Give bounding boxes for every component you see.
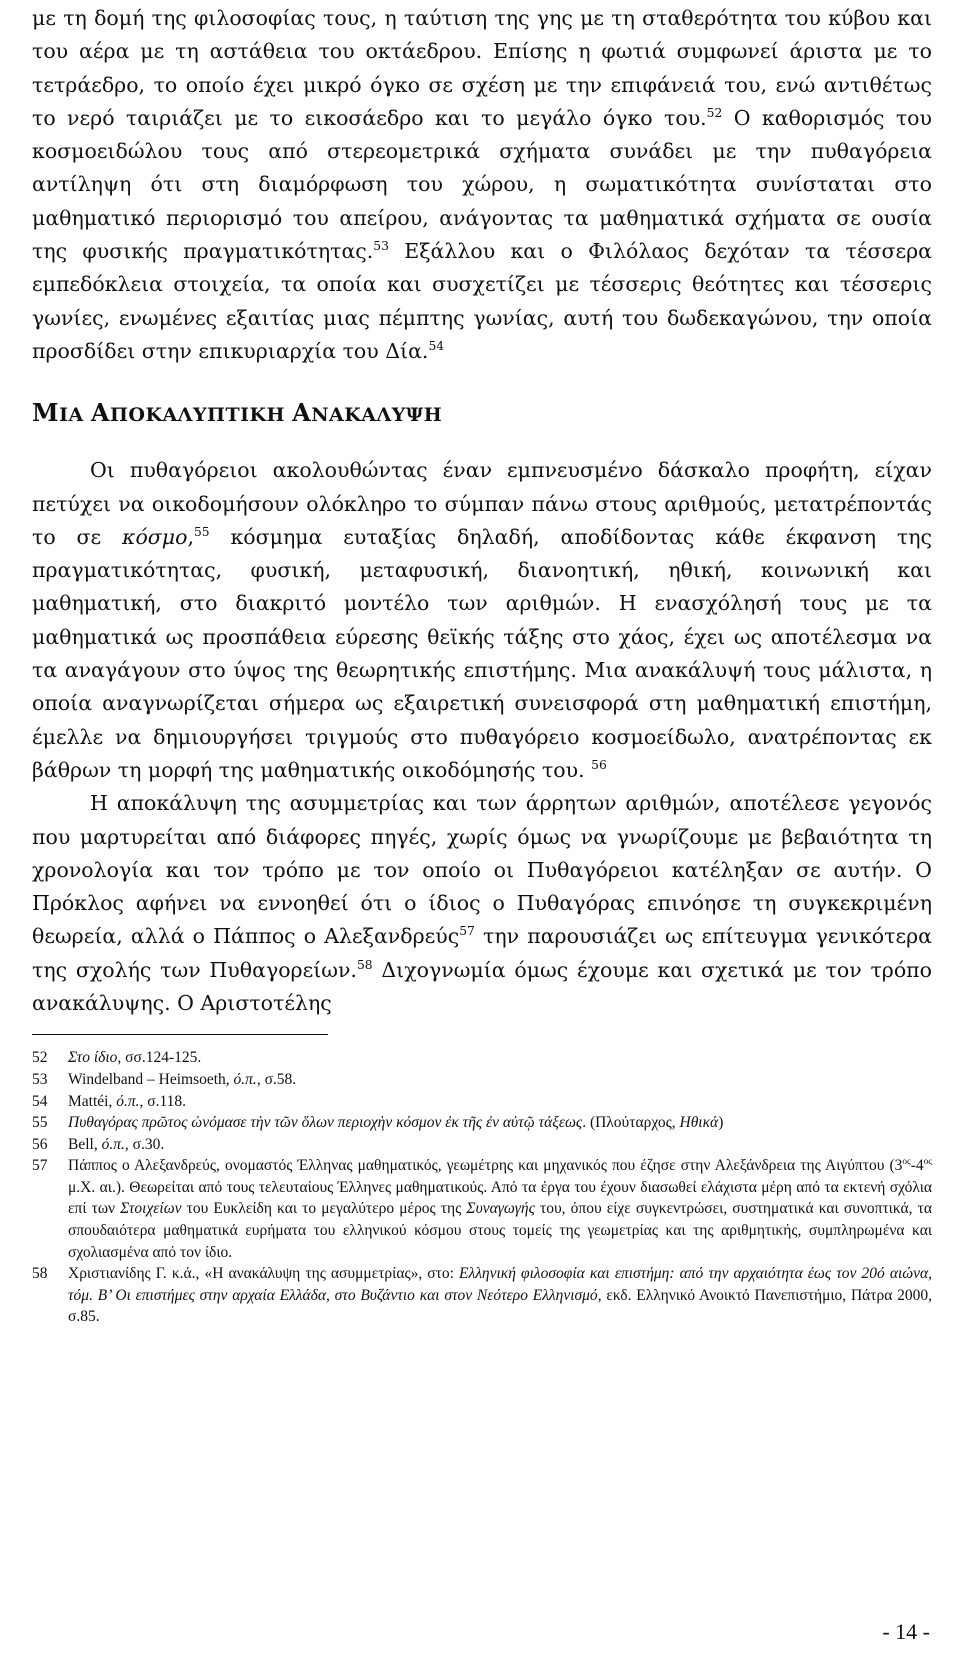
paragraph-text: ,	[187, 524, 194, 549]
paragraph-text: Η αποκάλυψη της ασυμμετρίας και των άρρητων αριθμών, αποτέλεσε γεγονός που μαρτυρείται από διάφορες πηγές, χωρίς όμως να γνωρίζουμε με βεβαιότητα τη χρονολογία και τον τρόπο με τον οποίο οι Πυθαγόρειοι κατέληξαν σε αυτήν. Ο Πρόκλος αφήνει να εννοηθεί ότι ο ίδιος ο Πυθαγόρας επινόησε τη συγκεκριμένη θεωρεία, αλλά ο Πάππος ο Αλεξανδρεύς	[32, 791, 932, 949]
footnote-ref-53[interactable]: 53	[373, 239, 389, 254]
italic-term: κόσμο	[122, 524, 188, 549]
paragraph-1	[32, 2, 932, 368]
footnote-italic: Ηθικά	[679, 1114, 719, 1132]
footnote-text	[68, 1069, 932, 1091]
footnote-ref-54[interactable]: 54	[428, 338, 445, 353]
footnote-text	[68, 1091, 932, 1113]
footnote-ref-57[interactable]: 57	[459, 924, 475, 939]
footnote-run: Χριστιανίδης Γ. κ.ά., «Η ανακάλυψη της ασυμμετρίας», στο:	[68, 1265, 460, 1283]
footnote-run: )	[718, 1114, 724, 1132]
heading-cap: Α	[292, 398, 312, 428]
footnote-number: 55	[32, 1114, 48, 1132]
footnote-number: 56	[32, 1135, 48, 1153]
footnote-run: του Ευκλείδη και το μεγαλύτερο μέρος της	[181, 1200, 467, 1218]
footnote-text	[68, 1263, 932, 1328]
paragraph-2	[32, 454, 932, 787]
footnote-italic: Στοιχείων	[120, 1200, 182, 1218]
footnote-run: Mattéi,	[68, 1092, 117, 1110]
heading-rest: ΠΟΚΑΛΥΠΤΙΚΗ	[109, 404, 293, 427]
paragraph-text: κόσμημα ευταξίας δηλαδή, αποδίδοντας κάθε έκφανση της πραγματικότητας, φυσική, μεταφυσική, διανοητική, ηθική, κοινωνική και μαθηματική, στο διακριτό μοντέλο των αριθμών. Η ενασχόλησή τους με τα μαθηματικά ως προσπάθεια εύρεσης θεϊκής τάξης στο χάος, έχει ως αποτέλεσμα να τα αναγάγουν στο ύψος της θεωρητικής επιστήμης. Μια ανακάλυψή τους μάλιστα, η οποία αναγνωρίζεται σήμερα ως εξαιρετική συνεισφορά στη μαθηματική επιστήμη, έμελλε να δημιουργήσει τριγμούς στο πυθαγόρειο κοσμοείδωλο, ανατρέποντας εκ βάθρων τη μορφή της μαθηματικής οικοδόμησής του.	[32, 524, 932, 782]
paragraph-text: Οι πυθαγόρειοι ακολουθώντας έναν εμπνευσμένο δάσκαλο προφήτη, είχαν πετύχει να οικοδομήσουν ολόκληρο το σύμπαν πάνω στους αριθμούς, μετατρέποντάς το σε	[32, 458, 932, 549]
footnote-italic: ό.π.	[233, 1070, 257, 1088]
ordinal-suffix: ος	[902, 1157, 911, 1168]
footnote-text	[68, 1112, 932, 1134]
footnote-run: Bell,	[68, 1135, 102, 1153]
footnote-text	[68, 1047, 932, 1069]
page-number: - 14 -	[882, 1619, 930, 1644]
footnote-number: 53	[32, 1070, 48, 1088]
footnote-54	[32, 1091, 932, 1113]
footnote-divider	[32, 1034, 328, 1035]
footnote-number: 57	[32, 1157, 48, 1175]
footnote-text	[68, 1155, 932, 1263]
footnote-italic: ό.π.	[101, 1135, 125, 1153]
footnote-run: . (Πλούταρχος,	[582, 1114, 680, 1132]
footnote-52	[32, 1047, 932, 1069]
paragraph-text: με τη δομή της φιλοσοφίας τους, η ταύτιση της γης με τη σταθερότητα του κύβου και του αέρα με τη αστάθεια του οκτάεδρου. Επίσης η φωτιά συμφωνεί άριστα με το τετράεδρο, το οποίο έχει μικρό όγκο σε σχέση με την επιφάνειά του, ενώ αντιθέτως το νερό ταιριάζει με το εικοσάεδρο και το μεγάλο όγκο του.	[32, 6, 932, 130]
heading-rest: ΙΑ	[59, 404, 91, 427]
footnote-number: 54	[32, 1092, 48, 1110]
footnote-run: , σ.118.	[139, 1092, 187, 1110]
footnote-italic: Ελληνική φιλοσοφία και επιστήμη: από την αρχαιότητα έως τον 20ό αιώνα, τόμ. Β’ Οι επιστήμες στην αρχαία Ελλάδα, στο Βυζάντιο και στον Νεότερο Ελληνισμό	[68, 1265, 932, 1304]
footnote-run: -4	[910, 1157, 924, 1175]
footnote-run: , εκδ. Ελληνικό Ανοικτό Πανεπιστήμιο, Πάτρα 2000, σ.85.	[68, 1286, 932, 1326]
paragraph-text: την παρουσιάζει ως επίτευγμα γενικότερα της σχολής των Πυθαγορείων.	[32, 924, 932, 982]
footnote-run: , σ.58.	[256, 1070, 297, 1088]
footnote-run: του, όπου είχε συγκεντρώσει, συστηματικά και συνοπτικά, τα σπουδαιότερα μαθηματικά ευρήματα του ελληνικού κόσμου στους τομείς της γεωμετρίας και της αριθμητικής, συμπληρωμένα και σχολιασμένα από τον ίδιο.	[68, 1200, 932, 1261]
heading-cap: Α	[90, 398, 110, 428]
footnote-ref-52[interactable]: 52	[706, 105, 723, 120]
paragraph-text: Ο καθορισμός του κοσμοειδώλου τους από στερεομετρικά σχήματα συνάδει με την πυθαγόρεια αντίληψη ότι στη διαμόρφωση του χώρου, η σωματικότητα συνίσταται στο μαθηματικό περιορισμό του απείρου, ανάγοντας τα μαθηματικά σχήματα σε ουσία της φυσικής πραγματικότητας.	[32, 105, 932, 264]
footnote-ref-58[interactable]: 58	[356, 957, 373, 972]
footnote-italic: Συναγωγής	[466, 1200, 535, 1218]
footnote-run: Windelband – Heimsoeth,	[68, 1070, 234, 1088]
footnote-57	[32, 1155, 932, 1263]
ordinal-suffix: ος	[923, 1157, 932, 1168]
footnote-53	[32, 1069, 932, 1091]
footnote-run: , σ.30.	[124, 1135, 165, 1153]
footnote-number: 58	[32, 1265, 48, 1283]
footnote-italic: Πυθαγόρας πρῶτος ὠνόμασε τὴν τῶν ὅλων περιοχὴν κόσμον ἐκ τῆς ἐν αὐτῷ τάξεως	[68, 1114, 583, 1132]
footnote-italic: ό.π.	[116, 1092, 140, 1110]
section-heading	[32, 398, 932, 430]
footnote-56	[32, 1134, 932, 1156]
footnote-run: Πάππος ο Αλεξανδρεύς, ονομαστός Έλληνας μαθηματικός, γεωμέτρης και μηχανικός που έζησε στην Αλεξάνδρεια της Αιγύπτου (3	[68, 1157, 903, 1175]
footnote-58	[32, 1263, 932, 1328]
paragraph-3	[32, 787, 932, 1020]
document-page	[32, 0, 932, 1328]
footnote-55	[32, 1112, 932, 1134]
footnote-run: , σσ.124-125.	[117, 1049, 202, 1067]
paragraph-text: Εξάλλου και ο Φιλόλαος δεχόταν τα τέσσερα εμπεδόκλεια στοιχεία, τα οποία και συσχετίζει με τέσσερις θεότητες και τέσσερις γωνίες, ενωμένες εξαιτίας μιας πέμπτης γωνίας, αυτή του δωδεκαγώνου, την οποία προσδίδει στην επικυριαρχία του Δία.	[32, 239, 932, 363]
footnotes	[32, 1047, 932, 1328]
footnote-italic: Στο ίδιο	[68, 1049, 118, 1067]
footnote-text	[68, 1134, 932, 1156]
paragraph-text: Διχογνωμία όμως έχουμε και σχετικά με τον τρόπο ανακάλυψης. Ο Αριστοτέλης	[32, 957, 932, 1016]
footnote-number: 52	[32, 1049, 48, 1067]
footnote-ref-56[interactable]: 56	[591, 757, 607, 772]
heading-cap: Μ	[32, 398, 60, 428]
footnote-ref-55[interactable]: 55	[193, 524, 210, 539]
heading-rest: ΝΑΚΑΛΥΨΗ	[311, 404, 443, 427]
footnote-run: μ.Χ. αι.). Θεωρείται από τους τελευταίους Έλληνες μαθηματικούς. Από τα έργα του έχουν διασωθεί ελάχιστα μέρη από τα εκτενή σχόλια επί των	[68, 1178, 932, 1218]
